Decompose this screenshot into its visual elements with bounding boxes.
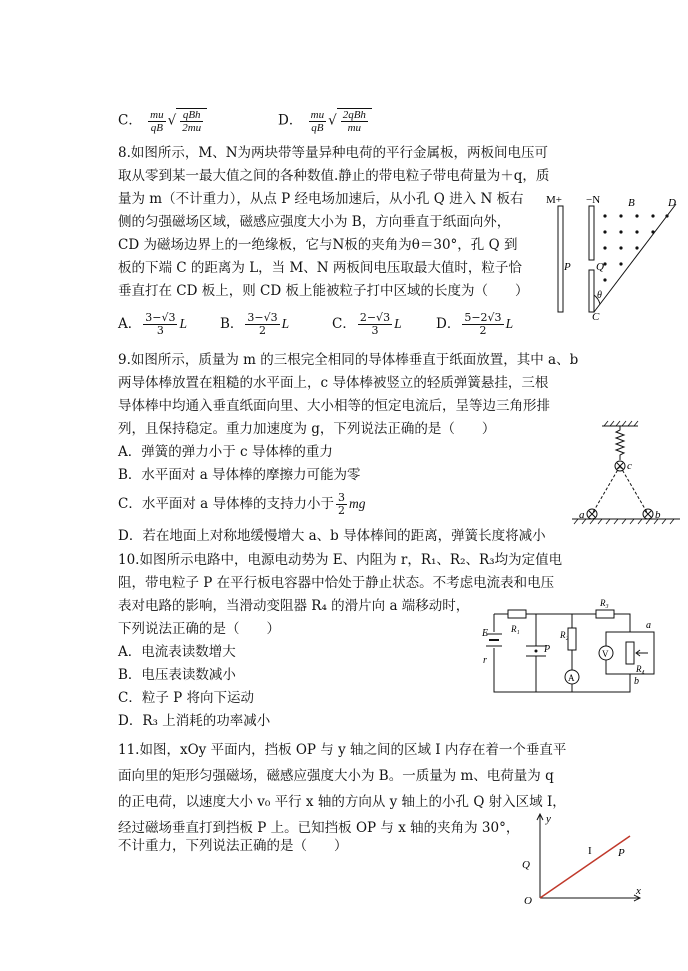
rod-b-cross	[645, 511, 651, 517]
q7-option-d: D． $\frac{mu}{qB}$ √ $\frac{\text{2qBh}}{mu}$	[278, 108, 372, 134]
q8-line-3: 量为 m（不计重力），从点 P 经电场加速后，从小孔 Q 进入 N 板右	[118, 191, 524, 207]
particle-p	[535, 650, 538, 653]
label-r3: R₃	[600, 598, 609, 608]
label-region-i: I	[588, 845, 592, 857]
q8-line-4: 侧的匀强磁场区域，磁感应强度大小为 B，方向垂直于纸面向外，	[118, 214, 511, 230]
q10-option-a: A．电流表读数增大	[118, 644, 236, 660]
q8-line-1: 8.如图所示，M、N为两块带等量异种电荷的平行金属板，两板间电压可	[118, 145, 549, 161]
q10-option-d: D．R₃ 上消耗的功率减小	[118, 713, 271, 729]
q7-option-c: C． $\frac{mu}{qB}$ √ $\frac{\text{qBh}}{2mu}$	[118, 108, 207, 134]
label-q: Q	[522, 859, 530, 871]
q8-line-2: 取从零到某一最大值之间的各种数值.静止的带电粒子带电荷量为＋q，质	[118, 168, 550, 184]
label-a: a	[579, 509, 585, 521]
label-c: c	[627, 460, 632, 472]
q7-option-d-radical: $\frac{\text{2qBh}}{mu}$	[337, 108, 372, 134]
label-r2: R₂	[560, 630, 569, 640]
q9-line-1: 9.如图所示，质量为 m 的三根完全相同的导体棒垂直于纸面放置，其中 a、b	[118, 352, 579, 368]
label-r4: R₄	[636, 664, 645, 674]
plate-n-upper	[589, 206, 594, 260]
q10-line-1: 10.如图所示电路中，电源电动势为 E、内阻为 r，R₁、R₂、R₃均为定值电	[118, 552, 563, 568]
label-o: O	[524, 895, 532, 907]
triangle-right	[620, 466, 648, 514]
q11-line-5: 不计重力，下列说法正确的是（ ）	[118, 838, 348, 854]
label-x: x	[636, 885, 641, 897]
q7-option-c-radical: $\frac{\text{qBh}}{2mu}$	[176, 108, 207, 134]
q9-option-a: A．弹簧的弹力小于 c 导体棒的重力	[118, 444, 333, 460]
q10-line-3: 表对电路的影响，当滑动变阻器 R₄ 的滑片向 a 端移动时，	[118, 598, 470, 614]
q8-option-a: A． $\frac{3-√3}{3}$ L	[118, 311, 187, 337]
baffle-op	[540, 836, 630, 898]
q8-line-6: 板的下端 C 的距离为 L，当 M、N 两板间电压取最大值时，粒子恰	[118, 260, 522, 276]
label-b: b	[634, 676, 639, 687]
label-d: D	[668, 197, 676, 209]
q10-line-2: 阻，带电粒子 P 在平行板电容器中恰处于静止状态。不考虑电流表和电压	[118, 575, 555, 591]
q9-line-2: 两导体棒放置在粗糙的水平面上，c 导体棒被竖立的轻质弹簧悬挂，三根	[118, 375, 549, 391]
label-y: y	[546, 813, 551, 825]
q9-line-4: 列，且保持稳定。重力加速度为 g，下列说法正确的是（ ）	[118, 421, 496, 437]
resistor-r2	[568, 628, 576, 650]
rheostat-slider	[636, 650, 648, 656]
q9-option-b: B．水平面对 a 导体棒的摩擦力可能为零	[118, 467, 361, 483]
plate-m	[558, 206, 563, 312]
rheostat-r4	[626, 642, 634, 664]
resistor-r3	[596, 610, 614, 618]
label-p: P	[618, 847, 625, 859]
board-cd	[594, 204, 676, 312]
rod-a-cross	[589, 511, 595, 517]
label-a-meter: A	[568, 673, 575, 683]
label-r: r	[483, 655, 487, 666]
label-v: V	[602, 649, 609, 659]
label-r1: R₁	[511, 624, 520, 634]
q9-line-3: 导体棒中均通入垂直纸面向里、大小相等的恒定电流后，呈等边三角形排	[118, 398, 550, 414]
label-theta: θ	[597, 290, 602, 301]
q10-circuit	[478, 592, 668, 700]
label-n: −N	[586, 194, 601, 206]
q7-option-c-fraction: $\frac{mu}{qB}$	[150, 108, 164, 134]
q11-line-2: 面向里的矩形匀强磁场，磁感应强度大小为 B。一质量为 m、电荷量为 q	[118, 768, 554, 784]
triangle-left	[592, 466, 620, 514]
q8-line-7: 垂直打在 CD 板上，则 CD 板上能被粒子打中区域的长度为（ ）	[118, 283, 529, 299]
q11-figure	[512, 808, 652, 908]
label-p: P	[544, 644, 551, 655]
q10-line-4: 下列说法正确的是（ ）	[118, 621, 280, 637]
label-q: Q	[596, 261, 604, 273]
magnetic-field-dots	[603, 214, 668, 281]
q11-line-1: 11.如图，xOy 平面内，挡板 OP 与 y 轴之间的区域 I 内存在着一个垂直平	[118, 742, 567, 758]
spring	[616, 426, 624, 460]
q11-line-3: 的正电荷，以速度大小 v₀ 平行 x 轴的方向从 y 轴上的小孔 Q 射入区域 I，	[118, 794, 566, 810]
q8-line-5: CD 为磁场边界上的一绝缘板，它与N板的夹角为θ＝30°，孔 Q 到	[118, 237, 518, 253]
q11-line-4: 经过磁场垂直打到挡板 P 上。已知挡板 OP 与 x 轴的夹角为 30°，	[118, 820, 520, 836]
label-m: M+	[546, 194, 562, 206]
q10-option-b: B．电压表读数减小	[118, 667, 236, 683]
resistor-r1	[508, 610, 526, 618]
q8-figure	[540, 192, 680, 322]
ceiling-hatch	[604, 421, 638, 426]
plate-n-lower	[589, 270, 594, 312]
q7-option-d-fraction: $\frac{mu}{qB}$	[310, 108, 325, 134]
label-b: B	[628, 197, 635, 209]
q8-option-d: D． $\frac{5-2√3}{2}$ L	[436, 311, 514, 337]
q7-option-c-label: C．	[118, 112, 142, 129]
q7-option-d-label: D．	[278, 112, 303, 129]
label-b: b	[655, 509, 661, 521]
label-a: a	[646, 620, 651, 631]
q8-option-c: C． $\frac{2-√3}{3}$ L	[332, 311, 402, 337]
label-e: E	[482, 628, 489, 639]
q10-option-c: C．粒子 P 将向下运动	[118, 690, 254, 706]
q9-figure	[572, 420, 684, 526]
label-p: P	[564, 261, 571, 273]
q9-option-c: C．水平面对 a 导体棒的支持力小于 $\frac{3}{2}$ mg	[118, 491, 366, 517]
q8-option-b: B． $\frac{3-√3}{2}$ L	[220, 311, 290, 337]
label-c: C	[592, 311, 600, 322]
q9-option-d: D．若在地面上对称地缓慢增大 a、b 导体棒间的距离，弹簧长度将减小	[118, 528, 546, 544]
